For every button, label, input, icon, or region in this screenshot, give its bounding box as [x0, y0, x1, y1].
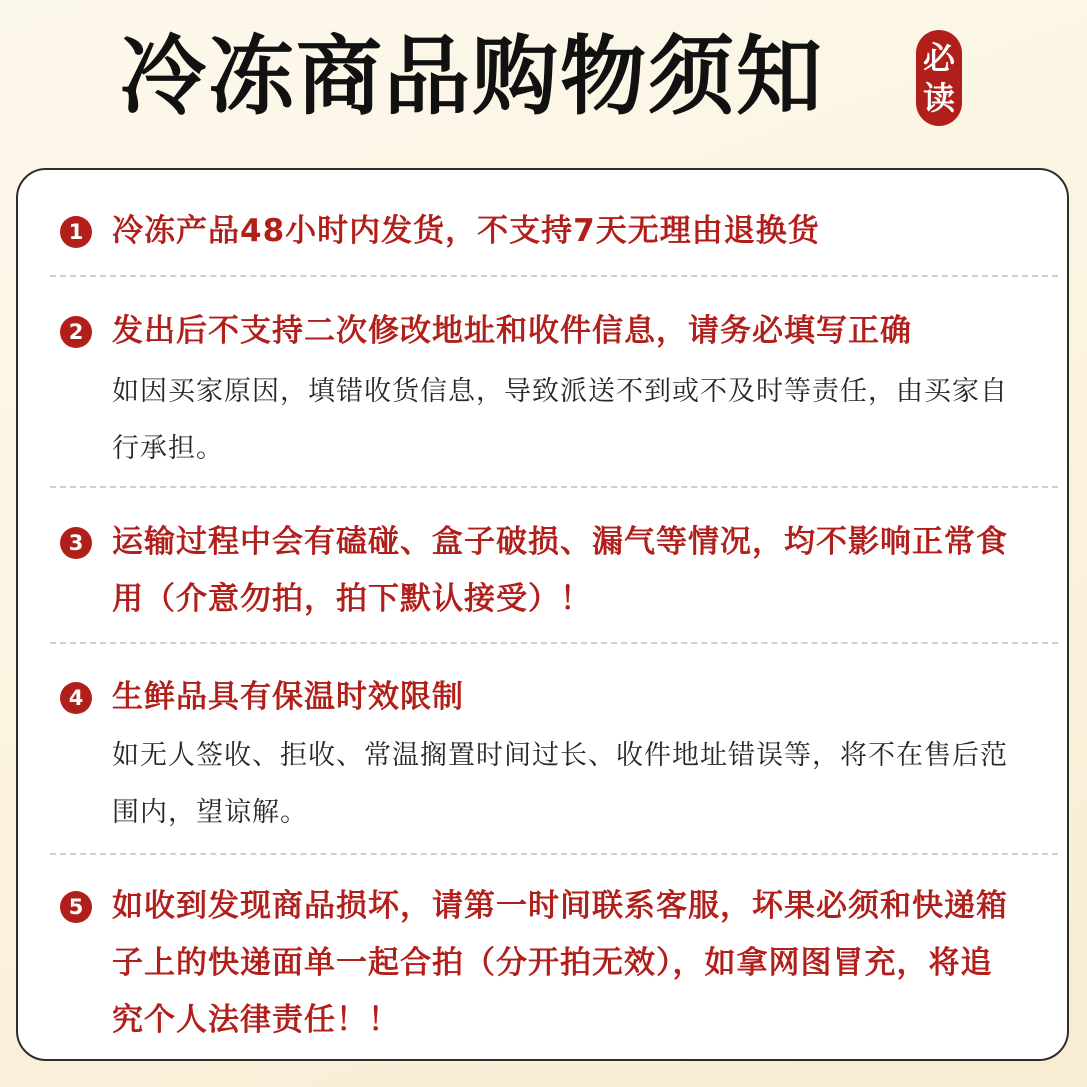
notice-4-number-badge: 4: [60, 682, 92, 714]
notice-2-number-badge: 2: [60, 316, 92, 348]
notice-2-detail: 如因买家原因，填错收货信息，导致派送不到或不及时等责任，由买家自行承担。: [112, 376, 1008, 464]
notice-1-number-badge: 1: [60, 216, 92, 248]
notice-4-heading: 生鲜品具有保温时效限制: [112, 679, 464, 715]
must-read-badge-char-1: 必: [922, 39, 955, 77]
notice-2-heading: 发出后不支持二次修改地址和收件信息，请务必填写正确: [112, 313, 912, 349]
notice-divider-1: [50, 275, 1058, 277]
notice-divider-3: [50, 642, 1058, 644]
notice-3-heading: 运输过程中会有磕碰、盒子破损、漏气等情况，均不影响正常食用（介意勿拍，拍下默认接受）！: [112, 524, 1008, 617]
notice-5-number-badge: 5: [60, 891, 92, 923]
must-read-badge: [916, 30, 962, 126]
notice-4-detail: 如无人签收、拒收、常温搁置时间过长、收件地址错误等，将不在售后范围内，望谅解。: [112, 740, 1008, 828]
notice-card: [16, 168, 1069, 1061]
page-header: [0, 0, 1087, 165]
notice-1-heading: 冷冻产品48小时内发货，不支持7天无理由退换货: [112, 213, 820, 249]
notice-3-number-badge: 3: [60, 527, 92, 559]
notice-5-heading: 如收到发现商品损坏，请第一时间联系客服，坏果必须和快递箱子上的快递面单一起合拍（分开拍无效），如拿网图冒充，将追究个人法律责任！！: [112, 888, 1008, 1038]
notice-divider-4: [50, 853, 1058, 855]
page-title: 冷冻商品购物须知: [120, 27, 824, 127]
must-read-badge-char-2: 读: [922, 79, 955, 117]
notice-divider-2: [50, 486, 1058, 488]
